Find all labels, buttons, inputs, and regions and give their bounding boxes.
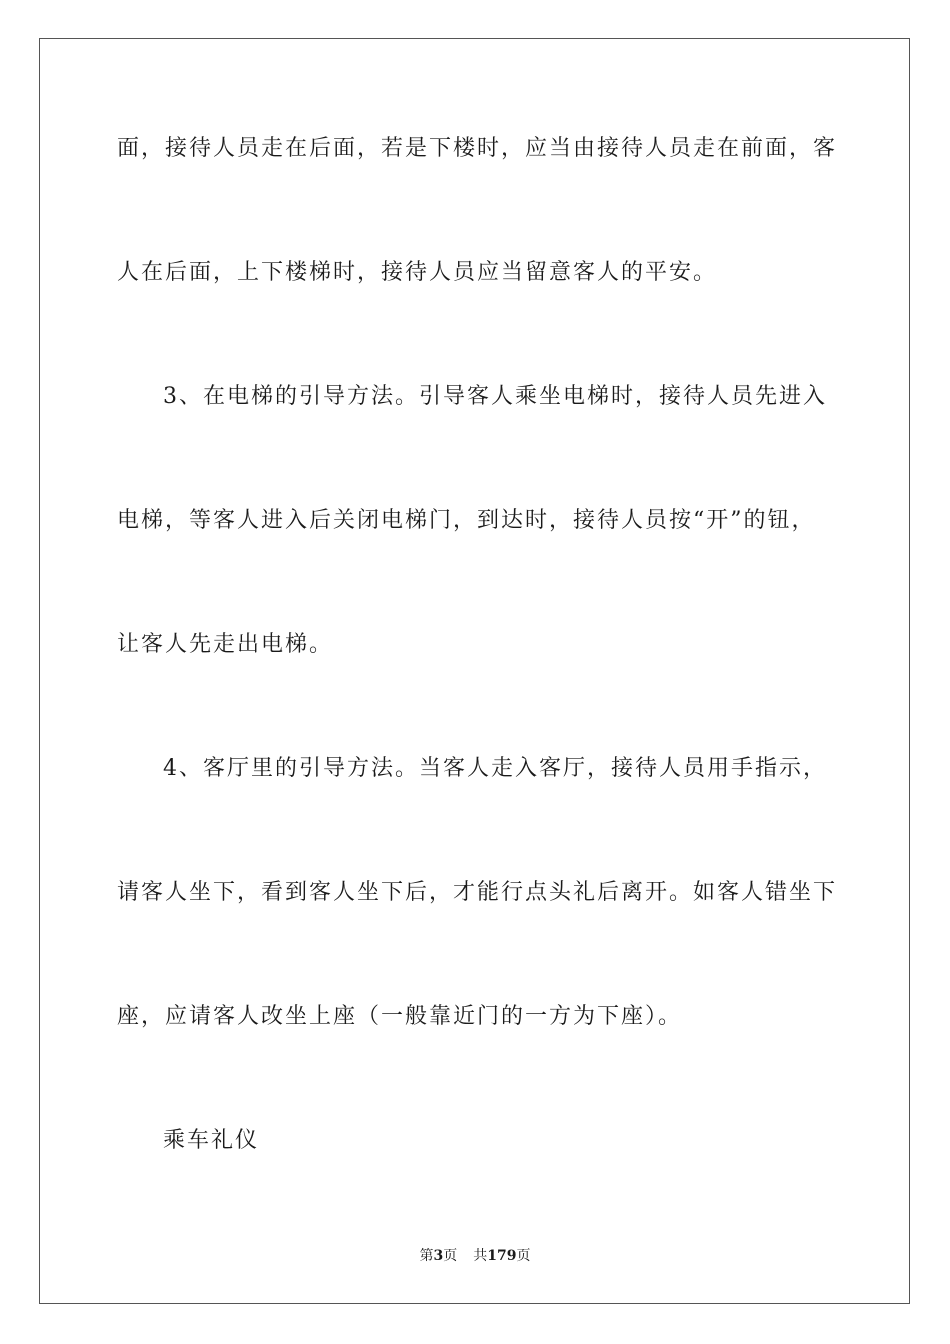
paragraph-line-1: 面，接待人员走在后面，若是下楼时，应当由接待人员走在前面，客 [117,136,838,161]
page-border [39,38,910,1304]
page-prefix: 第 [419,1248,434,1264]
total-suffix: 页 [516,1248,531,1264]
paragraph-line-5: 让客人先走出电梯。 [117,632,334,657]
paragraph-line-3: 3、在电梯的引导方法。引导客人乘坐电梯时，接待人员先进入 [163,384,827,409]
page-suffix: 页 [443,1248,458,1264]
paragraph-line-4: 电梯，等客人进入后关闭电梯门，到达时，接待人员按“开”的钮， [117,508,816,533]
total-pages: 179 [487,1248,517,1264]
total-prefix: 共 [473,1248,488,1264]
page-number: 3 [433,1248,444,1264]
page-footer [0,1246,950,1266]
paragraph-line-2: 人在后面，上下楼梯时，接待人员应当留意客人的平安。 [117,260,718,285]
paragraph-line-7: 请客人坐下，看到客人坐下后，才能行点头礼后离开。如客人错坐下 [117,880,838,905]
section-heading: 乘车礼仪 [163,1128,260,1153]
paragraph-line-6: 4、客厅里的引导方法。当客人走入客厅，接待人员用手指示， [163,756,827,781]
paragraph-line-8: 座，应请客人改坐上座（一般靠近门的一方为下座）。 [117,1004,683,1029]
